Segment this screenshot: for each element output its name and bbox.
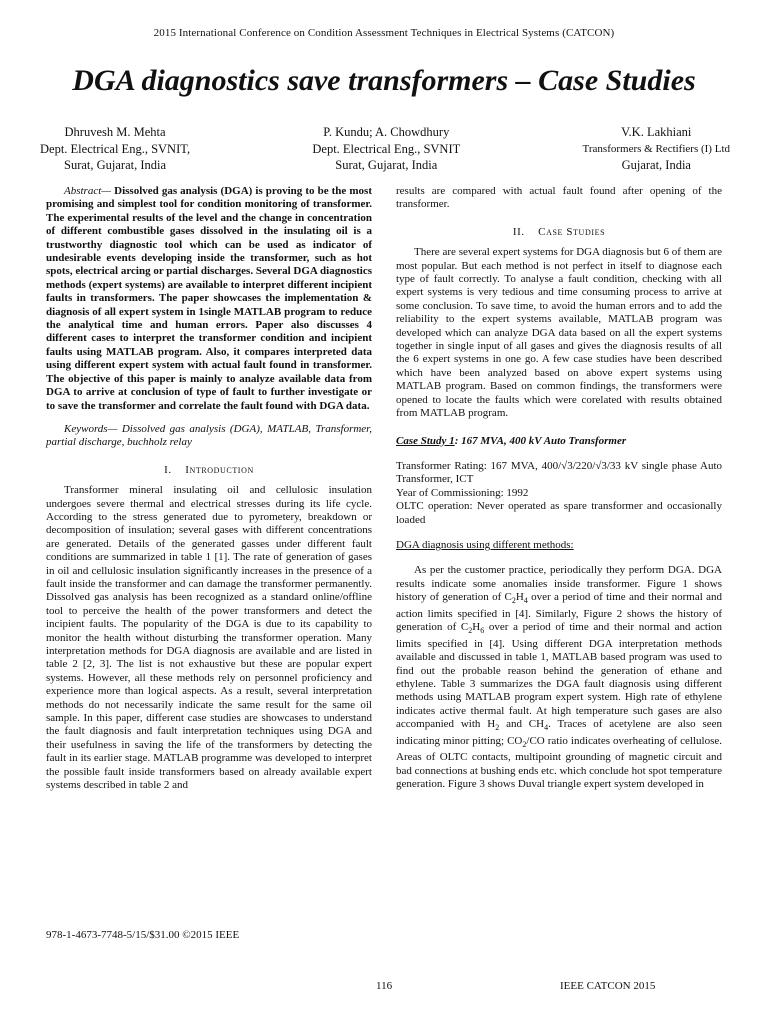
dga-text: /CO ratio indicates overheating of cellulose. Areas of OLTC contacts, multipoint grounding of magnetic circuit and bad connections at bushing ends etc. which conclude hot spot temperature generation. Figure 3 shows Duval triangle expert system developed in xyxy=(396,734,723,791)
subscript: 2 xyxy=(522,739,527,749)
author-3 xyxy=(583,124,730,174)
subscript: 4 xyxy=(544,723,549,733)
author-affiliation: Transformers & Rectifiers (I) Ltd xyxy=(582,142,730,155)
author-location: Surat, Gujarat, India xyxy=(335,158,438,172)
page-number: 116 xyxy=(376,980,393,992)
subscript: 2 xyxy=(511,596,516,606)
author-name: V.K. Lakhiani xyxy=(621,125,692,139)
author-2 xyxy=(312,124,460,174)
author-location: Gujarat, India xyxy=(621,158,691,172)
right-column xyxy=(396,185,722,792)
dga-text: over a period of time and their normal and action limits specified in [4]. Using different DGA interpretation methods available and discussed in table 1, MATLAB based program was used to find out the probable reason behind the generation of ethane and ethylene. Table 3 summarizes the DGA fault diagnosis using different methods using MATLAB program expert system. High rate of ethylene indicates active thermal fault. At high temperature such gases are also accompanied with H xyxy=(396,621,722,731)
author-location: Surat, Gujarat, India xyxy=(64,158,167,172)
left-column xyxy=(46,185,372,792)
author-name: P. Kundu; A. Chowdhury xyxy=(323,125,450,139)
section-title: Case Studies xyxy=(538,225,606,238)
case-studies-body: There are several expert systems for DGA diagnosis but 6 of them are most popular. But each method is not perfect in itself to diagnose each type of fault correctly. To analyse a fault condition, checking with all expert systems is very tedious and time consuming process to arrive at some conclusion. To save time, to avoid the human errors and to add the reliability to the expert systems available, MATLAB program was developed which can analyze DGA data based on all the expert systems together in single input of all gases and gives the diagnosis results of all the 6 expert systems in one go. A few case studies have been described which have been analyzed based on above expert systems using MATLAB program. Based on common findings, the transformers were opened to locate the faults which were corelated with results obtained from MATLAB program. xyxy=(396,246,722,420)
subscript: 2 xyxy=(468,626,473,636)
section-number: I. xyxy=(164,463,172,476)
transformer-rating: Transformer Rating: 167 MVA, 400/√3/220/√3/33 kV single phase Auto Transformer, ICT xyxy=(396,459,722,486)
subscript: 2 xyxy=(495,723,500,733)
abstract-lead: Abstract— xyxy=(64,185,112,197)
subscript: 6 xyxy=(480,626,485,636)
abstract-text: Dissolved gas analysis (DGA) is proving to be the most promising and simplest tool for condition monitoring of transformer. The experimental results of the level and the change in concentration of different combustible gases dissolved in the insulating oil is a trustworthy diagnostic tool which can be used as indicator of undesirable events developing inside the transformer, such as hot spots, electrical arcing or partial discharges. Several DGA diagnostics methods (expert systems) are available to interpret different incipient faults in transformers. The paper showcases the implementation & diagnosis of all expert system in 1single MATLAB program to reduce the analytical time and human errors. Paper also discusses 4 different cases to interpret the transformer condition and incipient faults using MATLAB program. Also, it compares interpreted data using different expert system with actual fault found in transformer. The objective of this paper is mainly to analyze available data from DGA to arrive at conclusion of type of fault to further investigate or to save the transformer and correlate the fault found with DGA data. xyxy=(46,185,372,412)
author-name: Dhruvesh M. Mehta xyxy=(64,125,166,139)
section-heading-case-studies xyxy=(396,226,722,239)
author-block xyxy=(40,124,730,174)
section-heading-introduction xyxy=(46,464,372,477)
case-study-label: Case Study 1 xyxy=(396,434,455,447)
dga-text: As per the customer practice, periodically they perform DGA. DGA results indicate some anomalies inside transformer. Figure 1 shows history of generation of C xyxy=(396,564,722,604)
dga-diagnosis-heading: DGA diagnosis using different methods: xyxy=(396,538,574,551)
abstract xyxy=(46,185,372,413)
author-affiliation: Dept. Electrical Eng., SVNIT, xyxy=(40,141,191,156)
conference-header: 2015 International Conference on Condition Assessment Techniques in Electrical Systems (CATCON) xyxy=(153,27,615,39)
year-of-commissioning: Year of Commissioning: 1992 xyxy=(396,486,529,499)
dga-text: . Traces of acetylene are also seen indicating minor pitting; CO xyxy=(396,718,722,747)
continuation-text: results are compared with actual fault found after opening of the transformer. xyxy=(396,185,722,211)
dga-text: H xyxy=(515,591,524,604)
case-study-1-heading xyxy=(396,435,722,448)
section-title: Introduction xyxy=(185,463,254,476)
footer-isbn: 978-1-4673-7748-5/15/$31.00 ©2015 IEEE xyxy=(46,929,240,941)
dga-diagnosis-body xyxy=(396,564,722,791)
dga-text: over a period of time and their normal and action limits specified in [4]. Similarly, Figure 2 shows the history of generation of C xyxy=(396,591,722,634)
introduction-body: Transformer mineral insulating oil and cellulosic insulation undergoes severe thermal and electrical stresses during its life cycle. According to the stress generated due to pyrometery, breakdown or decomposition of insulation; several gases with different concentrations are generated. Details of the generated gasses under different fault conditions are summarized in table 1 [1]. The rate of generation of gases in oil and cellulosic insulation significantly increases in the presence of a fault inside the transformer and can damage the transformer permanently. Dissolved gas analysis has been recognized as a standard online/offline tool to perceive the health of the power transformers and detect the incipient faults. The popularity of the DGA is due to its capability to monitor the health without disturbing the transformer operation. Many interpretation methods for DGA diagnosis are available and are listed in table 2 [2, 3]. The list is not exhaustive but these are popular expert systems. However, all these methods rely on personnel proficiency and experience more than logical aspects. As a result, several interpretation methods do not necessarily indicate the same result for the same oil sample. In this paper, different case studies are showcases to understand the fault diagnosis and fault interpretation techniques using DGA and their usefulness in saving the life of the transformers by detecting the fault in its earlier stage. MATLAB programme was developed to interpret the possible fault inside transformers based on already available expert systems described in table 2 and xyxy=(46,484,372,792)
keywords: Keywords— Dissolved gas analysis (DGA), MATLAB, Transformer, partial discharge, buchholz relay xyxy=(46,422,372,449)
oltc-operation: OLTC operation: Never operated as spare transformer and occasionally loaded xyxy=(396,500,722,526)
dga-text: H xyxy=(472,621,481,634)
author-1 xyxy=(40,124,190,174)
dga-text: and CH xyxy=(499,718,545,731)
section-number: II. xyxy=(512,225,525,238)
case-study-title: : 167 MVA, 400 kV Auto Transformer xyxy=(454,434,627,447)
author-affiliation: Dept. Electrical Eng., SVNIT xyxy=(312,141,461,156)
subscript: 4 xyxy=(523,596,528,606)
paper-title: DGA diagnostics save transformers – Case Studies xyxy=(72,64,696,97)
footer-conference: IEEE CATCON 2015 xyxy=(560,980,656,992)
